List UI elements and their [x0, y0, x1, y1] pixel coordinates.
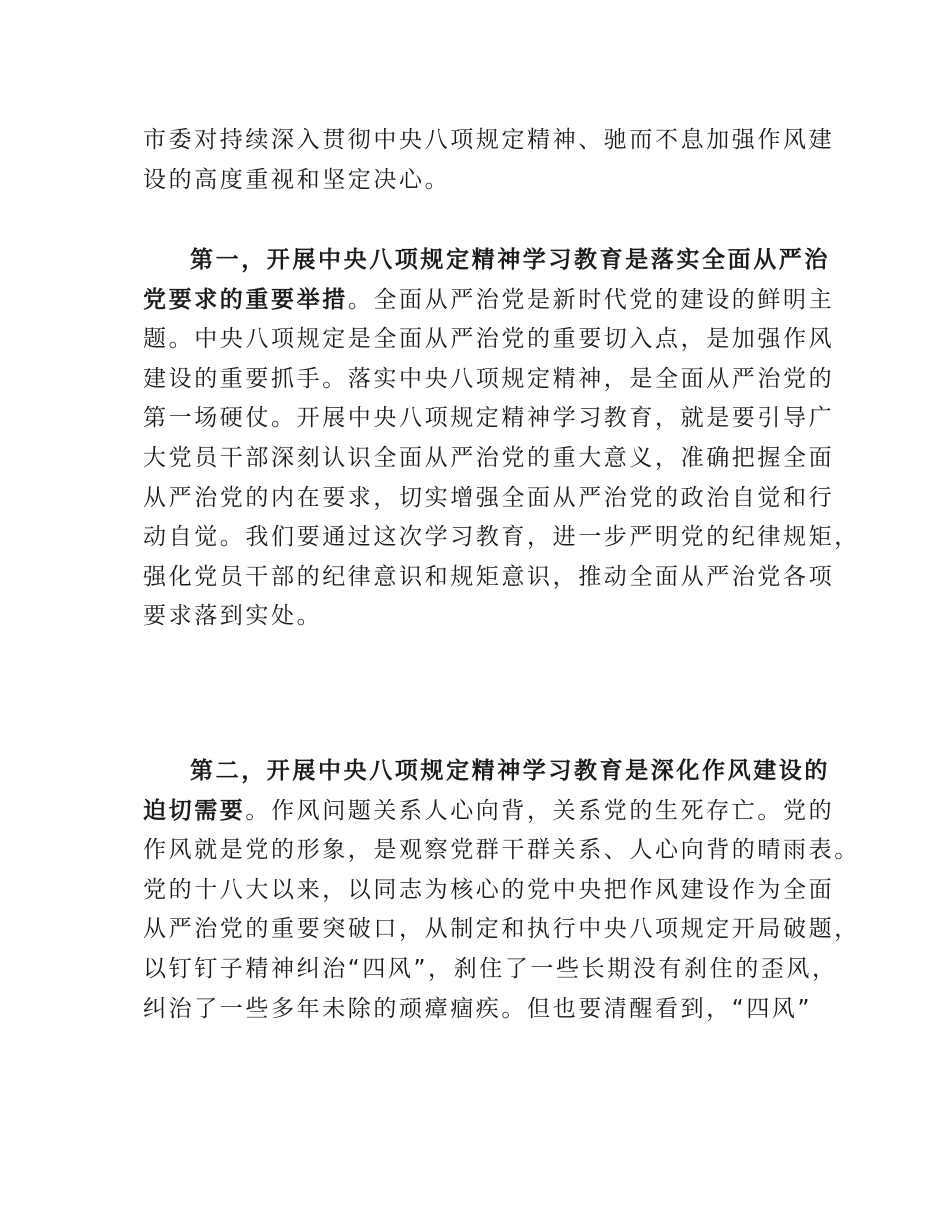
paragraph-first: [143, 241, 860, 637]
paragraph-line: 题。中央八项规定是全面从严治党的重要切入点，是加强作风: [143, 326, 835, 353]
paragraph-line: 强化党员干部的纪律意识和规矩意识，推动全面从严治党各项: [143, 563, 835, 590]
paragraph-line: [143, 281, 835, 321]
paragraph-heading-end: 党要求的重要举措: [143, 286, 348, 313]
paragraph-line: 纠治了一些多年未除的顽瘴痼疾。但也要清醒看到，“四风”: [143, 995, 813, 1022]
paragraph-line-rest: 。作风问题关系人心向背，关系党的生死存亡。党的: [245, 797, 835, 824]
paragraph-line: 市委对持续深入贯彻中央八项规定精神、驰而不息加强作风建: [143, 127, 835, 153]
paragraph-line: 从严治党的内在要求，切实增强全面从严治党的政治自觉和行: [143, 484, 835, 511]
paragraph-line: 要求落到实处。: [143, 603, 323, 630]
paragraph-heading-end: 迫切需要: [143, 797, 246, 824]
paragraph-line: 作风就是党的形象，是观察党群干群关系、人心向背的晴雨表。: [143, 837, 860, 864]
paragraph-line: 从严治党的重要突破口，从制定和执行中央八项规定开局破题，: [143, 916, 860, 943]
paragraph-line: 党的十八大以来，以同志为核心的党中央把作风建设作为全面: [143, 876, 835, 903]
paragraph-intro: [143, 121, 835, 200]
paragraph-line: 大党员干部深刻认识全面从严治党的重大意义，准确把握全面: [143, 444, 835, 471]
paragraph-line: 动自觉。我们要通过这次学习教育，进一步严明党的纪律规矩，: [143, 524, 860, 551]
paragraph-line-rest: 。全面从严治党是新时代党的建设的鲜明主: [347, 286, 835, 313]
paragraph-heading-line: 第一，开展中央八项规定精神学习教育是落实全面从严治: [190, 247, 830, 273]
paragraph-line: 以钉钉子精神纠治“四风”，刹住了一些长期没有刹住的歪风，: [143, 955, 838, 982]
paragraph-second: [143, 752, 860, 1029]
paragraph-line: 设的高度重视和坚定决心。: [143, 166, 451, 193]
paragraph-heading-line: 第二，开展中央八项规定精神学习教育是深化作风建设的: [190, 758, 830, 784]
paragraph-line: [143, 792, 835, 832]
paragraph-line: 第一场硬仗。开展中央八项规定精神学习教育，就是要引导广: [143, 405, 835, 432]
paragraph-line: 建设的重要抓手。落实中央八项规定精神，是全面从严治党的: [143, 365, 835, 392]
